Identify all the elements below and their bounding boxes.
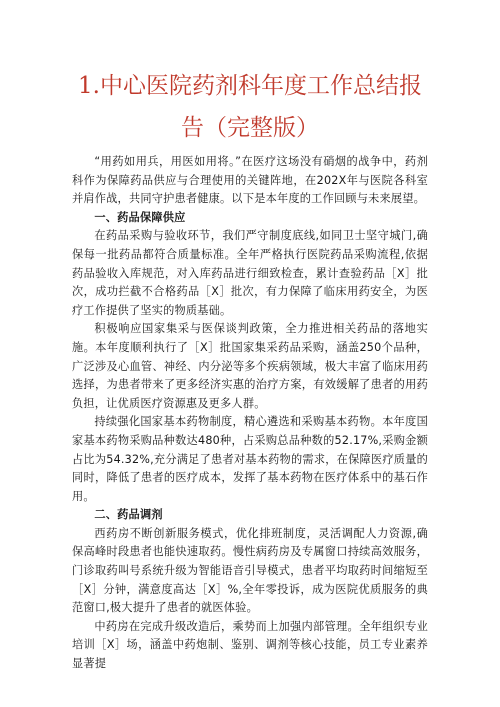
document-title-line-1: 1.中心医院药剂科年度工作总结报 — [78, 73, 422, 99]
intro-paragraph: “用药如用兵，用医如用将。”在医疗这场没有硝烟的战争中，药剂科作为保障药品供应与合理使用的关键阵地，在202X年与医院各科室并肩作战，共同守护患者健康。以下是本年度的工作回顾与未来展望。 — [72, 155, 428, 206]
dispensing-paragraph-2: 中药房在完成升级改造后，乘势而上加强内部管理。全年组织专业培训［X］场，涵盖中药炮制、鉴别、调剂等核心技能，员工专业素养显著提 — [72, 619, 428, 671]
supply-paragraph-2: 积极响应国家集采与医保谈判政策，全力推进相关药品的落地实施。本年度顺利执行了［X］批国家集采药品采购，涵盖250个品种，广泛涉及心血管、神经、内分泌等多个疾病领域，极大丰富了临床用药选择，为患者带来了更多经济实惠的治疗方案，有效缓解了患者的用药负担，让优质医疗资源惠及更多人群。 — [72, 322, 428, 410]
section-heading-supply: 一、药品保障供应 — [94, 210, 186, 224]
supply-paragraph-3: 持续强化国家基本药物制度，精心遴选和采购基本药物。本年度国家基本药物采购品种数达480种，占采购总品种数的52.17%,采购金额占比为54.32%,充分满足了患者对基本药物的需求，在保障医疗质量的同时，降低了患者的医疗成本，发挥了基本药物在医疗体系中的基石作用。 — [72, 415, 428, 503]
document-title-line-2: 告（完整版） — [181, 115, 319, 141]
document-body — [72, 153, 428, 674]
supply-paragraph-1: 在药品采购与验收环节，我们严守制度底线,如同卫士坚守城门,确保每一批药品都符合质量标准。全年严格执行医院药品采购流程,依据药品验收入库规范，对入库药品进行细致检查，累计查验药品［X］批次，成功拦截不合格药品［X］批次，有力保障了临床用药安全，为医疗工作提供了坚实的物质基础。 — [72, 229, 428, 317]
section-heading-dispensing: 二、药品调剂 — [94, 508, 163, 522]
dispensing-paragraph-1: 西药房不断创新服务模式，优化排班制度，灵活调配人力资源,确保高峰时段患者也能快速取药。慢性病药房及专属窗口持续高效服务，门诊取药叫号系统升级为智能语音引导模式，患者平均取药时间缩短至［X］分钟，满意度高达［X］%,全年零投诉，成为医院优质服务的典范窗口,极大提升了患者的就医体验。 — [72, 526, 428, 615]
